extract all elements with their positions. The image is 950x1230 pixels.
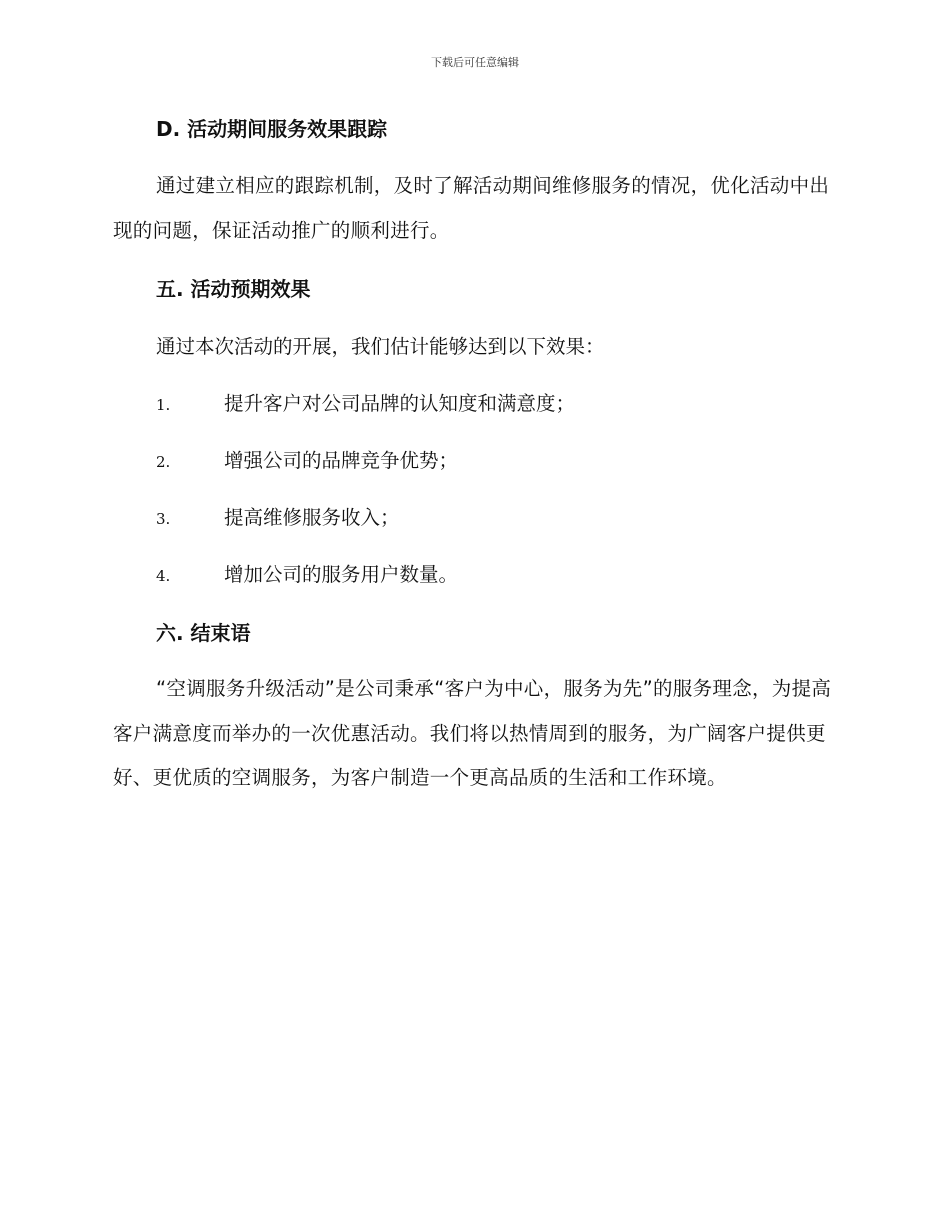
- list-item-text: 增强公司的品牌竞争优势；: [224, 449, 459, 472]
- list-item: [156, 504, 400, 533]
- list-item: [156, 447, 458, 476]
- list-item-text: 提升客户对公司品牌的认知度和满意度；: [224, 392, 576, 415]
- list-item-number: 1.: [156, 396, 171, 414]
- page-header-note: 下载后可任意编辑: [431, 56, 519, 69]
- section-six-heading: 六. 结束语: [156, 621, 251, 645]
- list-item-text: 增加公司的服务用户数量。: [224, 563, 459, 586]
- section-five-heading: 五. 活动预期效果: [156, 277, 311, 301]
- section-five-intro: 通过本次活动的开展，我们估计能够达到以下效果：: [156, 335, 605, 358]
- list-item-number: 2.: [156, 453, 171, 471]
- list-item-text: 提高维修服务收入；: [224, 506, 400, 529]
- section-d-paragraph: 通过建立相应的跟踪机制，及时了解活动期间维修服务的情况，优化活动中出现的问题，保证活动推广的顺利进行。: [113, 174, 830, 242]
- section-d-heading: D. 活动期间服务效果跟踪: [156, 117, 388, 141]
- list-item-number: 3.: [156, 510, 171, 528]
- list-item: [156, 390, 575, 419]
- section-six-paragraph: “空调服务升级活动”是公司秉承“客户为中心，服务为先”的服务理念，为提高客户满意度而举办的一次优惠活动。我们将以热情周到的服务，为广阔客户提供更好、更优质的空调服务，为客户制造一个更高品质的生活和工作环境。: [113, 677, 832, 789]
- list-item: [156, 561, 458, 590]
- list-item-number: 4.: [156, 567, 171, 585]
